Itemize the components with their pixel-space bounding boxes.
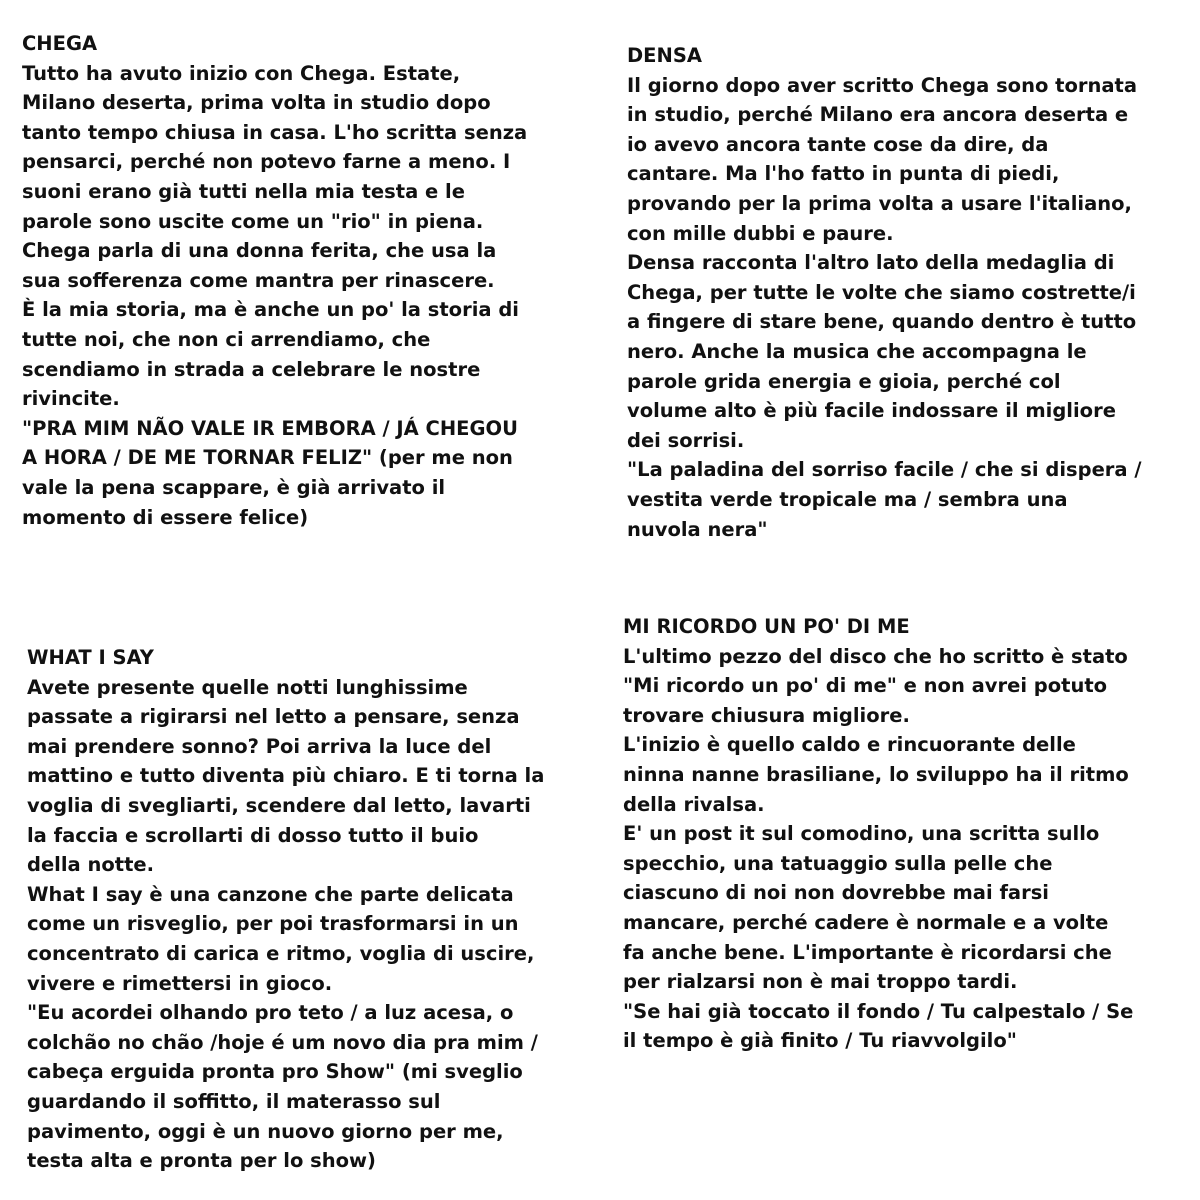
text-line: con mille dubbi e paure. — [627, 221, 894, 245]
text-line: Chega, per tutte le volte che siamo costrette/i — [627, 280, 1136, 304]
section-body — [627, 71, 1141, 545]
section-mi-ricordo — [623, 612, 1133, 1056]
text-line: Il giorno dopo aver scritto Chega sono tornata — [627, 73, 1137, 97]
text-line: vale la pena scappare, è già arrivato il — [22, 475, 446, 499]
section-title: MI RICORDO UN PO' DI ME — [623, 615, 910, 638]
text-line: testa alta e pronta per lo show) — [27, 1149, 376, 1173]
text-line: come un risveglio, per poi trasformarsi in un — [27, 912, 519, 936]
text-line: Chega parla di una donna ferita, che usa la — [22, 239, 497, 263]
section-title: DENSA — [627, 44, 702, 67]
text-line: "PRA MIM NÃO VALE IR EMBORA / JÁ CHEGOU — [22, 416, 518, 440]
section-body — [27, 673, 544, 1176]
section-what-i-say — [27, 643, 544, 1176]
text-line: tanto tempo chiusa in casa. L'ho scritta senza — [22, 120, 528, 144]
text-line: a fingere di stare bene, quando dentro è tutto — [627, 310, 1137, 334]
text-line: dei sorrisi. — [627, 428, 745, 452]
text-line: vivere e rimettersi in gioco. — [27, 971, 333, 995]
text-line: ninna nanne brasiliane, lo sviluppo ha il ritmo — [623, 762, 1129, 786]
section-title: WHAT I SAY — [27, 646, 154, 669]
text-line: cantare. Ma l'ho fatto in punta di piedi, — [627, 162, 1060, 186]
text-line: L'inizio è quello caldo e rincuorante delle — [623, 733, 1076, 757]
section-body — [22, 59, 527, 533]
text-line: Densa racconta l'altro lato della medaglia di — [627, 251, 1115, 275]
text-line: nuvola nera" — [627, 517, 768, 541]
text-line: cabeça erguida pronta pro Show" (mi sveglio — [27, 1060, 523, 1084]
text-line: passate a rigirarsi nel letto a pensare, senza — [27, 705, 520, 729]
section-chega — [22, 29, 527, 532]
text-line: sua sofferenza come mantra per rinascere. — [22, 268, 495, 292]
text-line: provando per la prima volta a usare l'italiano, — [627, 191, 1132, 215]
text-line: ciascuno di noi non dovrebbe mai farsi — [623, 881, 1049, 905]
text-line: guardando il soffitto, il materasso sul — [27, 1089, 441, 1113]
text-line: della rivalsa. — [623, 792, 765, 816]
text-line: specchio, una tatuaggio sulla pelle che — [623, 851, 1053, 875]
text-line: L'ultimo pezzo del disco che ho scritto è stato — [623, 644, 1128, 668]
text-line: "Eu acordei olhando pro teto / a luz acesa, o — [27, 1001, 514, 1025]
text-line: il tempo è già finito / Tu riavvolgilo" — [623, 1029, 1017, 1053]
text-line: io avevo ancora tante cose da dire, da — [627, 132, 1049, 156]
text-line: trovare chiusura migliore. — [623, 703, 910, 727]
text-line: mattino e tutto diventa più chiaro. E ti torna la — [27, 764, 545, 788]
section-title: CHEGA — [22, 32, 98, 55]
text-line: suoni erano già tutti nella mia testa e le — [22, 179, 465, 203]
text-line: È la mia storia, ma è anche un po' la storia di — [22, 298, 519, 322]
text-line: momento di essere felice) — [22, 505, 309, 529]
text-line: pavimento, oggi è un nuovo giorno per me, — [27, 1119, 504, 1143]
text-line: nero. Anche la musica che accompagna le — [627, 339, 1087, 363]
text-line: parole sono uscite come un "rio" in piena. — [22, 209, 484, 233]
text-line: voglia di svegliarti, scendere dal letto, lavarti — [27, 793, 531, 817]
text-line: E' un post it sul comodino, una scritta sullo — [623, 822, 1100, 846]
text-line: parole grida energia e gioia, perché col — [627, 369, 1061, 393]
text-line: la faccia e scrollarti di dosso tutto il buio — [27, 823, 479, 847]
text-line: mai prendere sonno? Poi arriva la luce del — [27, 734, 492, 758]
text-line: "Mi ricordo un po' di me" e non avrei potuto — [623, 674, 1108, 698]
text-line: concentrato di carica e ritmo, voglia di uscire, — [27, 941, 535, 965]
section-body — [623, 642, 1133, 1056]
text-line: tutte noi, che non ci arrendiamo, che — [22, 327, 431, 351]
text-line: Tutto ha avuto inizio con Chega. Estate, — [22, 61, 461, 85]
text-line: "La paladina del sorriso facile / che si dispera / — [627, 458, 1142, 482]
section-densa — [627, 41, 1141, 544]
text-line: Avete presente quelle notti lunghissime — [27, 675, 468, 699]
text-line: Milano deserta, prima volta in studio dopo — [22, 91, 491, 115]
text-line: vestita verde tropicale ma / sembra una — [627, 487, 1068, 511]
text-line: "Se hai già toccato il fondo / Tu calpestalo / Se — [623, 999, 1134, 1023]
text-line: colchão no chão /hoje é um novo dia pra mim / — [27, 1030, 538, 1054]
text-line: mancare, perché cadere è normale e a volte — [623, 910, 1109, 934]
text-line: rivincite. — [22, 387, 120, 411]
text-line: pensarci, perché non potevo farne a meno. I — [22, 150, 511, 174]
text-line: in studio, perché Milano era ancora deserta e — [627, 103, 1129, 127]
text-line: scendiamo in strada a celebrare le nostre — [22, 357, 481, 381]
text-line: A HORA / DE ME TORNAR FELIZ" (per me non — [22, 446, 513, 470]
text-line: volume alto è più facile indossare il migliore — [627, 399, 1116, 423]
text-line: fa anche bene. L'importante è ricordarsi che — [623, 940, 1112, 964]
text-line: What I say è una canzone che parte delicata — [27, 882, 514, 906]
text-line: della notte. — [27, 853, 155, 877]
text-line: per rialzarsi non è mai troppo tardi. — [623, 970, 1018, 994]
